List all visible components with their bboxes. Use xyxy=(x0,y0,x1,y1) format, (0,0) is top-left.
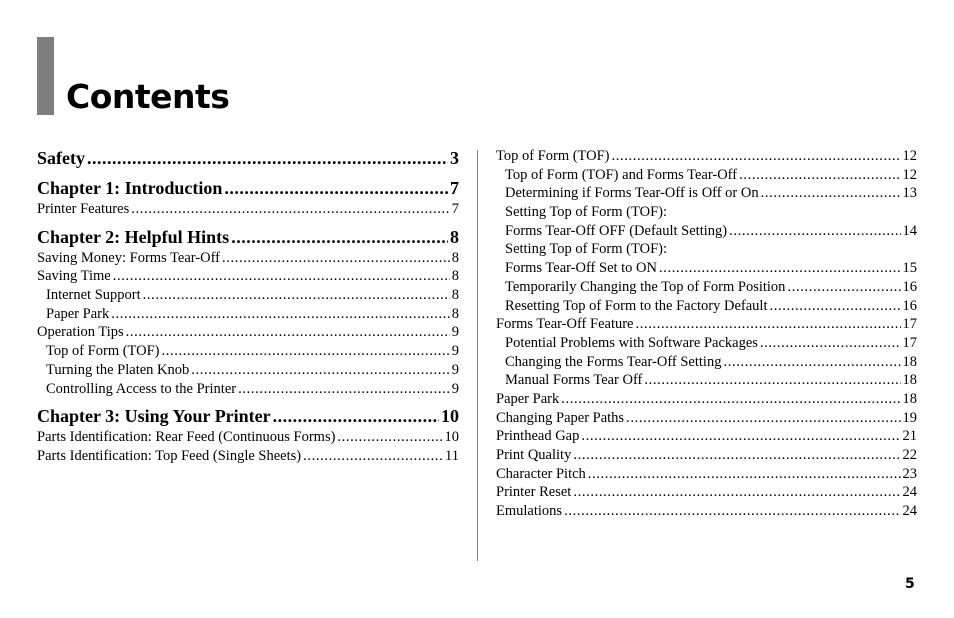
toc-page-number: 8 xyxy=(451,249,459,266)
toc-entry[interactable] xyxy=(496,427,917,446)
dot-leader xyxy=(191,361,449,380)
toc-entry[interactable] xyxy=(496,483,917,502)
toc-entry[interactable] xyxy=(37,305,459,324)
toc-entry[interactable] xyxy=(496,409,917,428)
toc-entry-title: Forms Tear-Off Set to ON xyxy=(505,260,658,277)
toc-page-number: 18 xyxy=(902,353,917,370)
toc-entry[interactable] xyxy=(496,334,917,353)
toc-entry[interactable] xyxy=(496,166,917,185)
toc-entry-title: Paper Park xyxy=(46,305,110,322)
toc-page-number: 24 xyxy=(902,484,917,501)
page-title: Contents xyxy=(66,77,230,116)
toc-entry[interactable] xyxy=(37,380,459,399)
toc-entry-title: Setting Top of Form (TOF): xyxy=(505,204,667,221)
toc-entry[interactable] xyxy=(496,259,917,278)
toc-page-number: 21 xyxy=(902,428,917,445)
toc-page-number: 8 xyxy=(451,287,459,304)
toc-chapter-heading[interactable] xyxy=(37,146,459,170)
toc-page-number: 17 xyxy=(902,334,917,351)
toc-right-column xyxy=(496,147,917,521)
toc-entry-title: Controlling Access to the Printer xyxy=(46,380,237,397)
toc-entry-title: Printer Features xyxy=(37,201,130,217)
toc-entry-title: Printhead Gap xyxy=(496,428,580,445)
toc-entry-title: Chapter 3: Using Your Printer xyxy=(37,406,271,427)
toc-entry[interactable] xyxy=(496,203,917,222)
toc-entry-title: Emulations xyxy=(496,503,563,520)
dot-leader xyxy=(760,334,901,353)
toc-page-number: 10 xyxy=(441,406,459,427)
dot-leader xyxy=(770,297,901,316)
toc-entry-title: Character Pitch xyxy=(496,465,586,482)
toc-entry-title: Printer Reset xyxy=(496,484,572,501)
toc-page-number: 8 xyxy=(451,268,459,285)
dot-leader xyxy=(222,249,450,268)
toc-entry-title: Determining if Forms Tear-Off is Off or On xyxy=(505,185,759,202)
toc-entry[interactable] xyxy=(496,446,917,465)
toc-page-number: 9 xyxy=(451,324,459,341)
dot-leader xyxy=(659,259,900,278)
toc-entry[interactable] xyxy=(37,361,459,380)
toc-entry[interactable] xyxy=(37,200,459,219)
toc-page-number: 10 xyxy=(444,429,459,446)
toc-page-number: 7 xyxy=(451,201,459,217)
toc-entry-title: Forms Tear-Off Feature xyxy=(496,316,634,333)
dot-leader xyxy=(273,404,439,428)
dot-leader xyxy=(113,267,450,286)
toc-entry-title: Top of Form (TOF) xyxy=(496,148,610,164)
dot-leader xyxy=(238,380,450,399)
toc-entry-title: Chapter 1: Introduction xyxy=(37,178,223,198)
dot-leader xyxy=(87,146,448,170)
toc-entry-title: Saving Money: Forms Tear-Off xyxy=(37,249,221,266)
toc-entry[interactable] xyxy=(496,390,917,409)
toc-entry-title: Print Quality xyxy=(496,447,572,463)
dot-leader xyxy=(126,323,450,342)
toc-entry[interactable] xyxy=(496,465,917,484)
title-accent-bar xyxy=(37,37,54,115)
toc-entry[interactable] xyxy=(496,371,917,390)
toc-page-number: 9 xyxy=(451,361,459,378)
toc-page-number: 18 xyxy=(902,372,917,389)
dot-leader xyxy=(111,305,450,324)
dot-leader xyxy=(131,200,450,219)
toc-page-number: 19 xyxy=(902,409,917,426)
dot-leader xyxy=(337,428,442,447)
toc-page-number: 15 xyxy=(902,260,917,277)
toc-page-number: 8 xyxy=(451,305,459,322)
toc-entry[interactable] xyxy=(37,342,459,361)
toc-entry-title: Operation Tips xyxy=(37,324,124,341)
toc-entry[interactable] xyxy=(496,502,917,521)
toc-entry[interactable] xyxy=(496,297,917,316)
dot-leader xyxy=(561,390,900,409)
toc-entry[interactable] xyxy=(37,249,459,268)
toc-entry[interactable] xyxy=(37,286,459,305)
toc-entry-title: Paper Park xyxy=(496,390,560,407)
dot-leader xyxy=(635,315,900,334)
toc-entry-title: Saving Time xyxy=(37,268,111,285)
toc-entry-title: Changing Paper Paths xyxy=(496,409,625,426)
toc-entry-title: Parts Identification: Rear Feed (Continuous Forms) xyxy=(37,429,336,446)
toc-entry[interactable] xyxy=(496,184,917,203)
toc-page-number: 9 xyxy=(451,380,459,397)
dot-leader xyxy=(588,465,901,484)
page-number: 5 xyxy=(905,576,915,592)
dot-leader xyxy=(573,446,900,465)
toc-entry-title: Top of Form (TOF) xyxy=(46,343,160,360)
toc-entry[interactable] xyxy=(37,447,459,466)
toc-entry-title: Resetting Top of Form to the Factory Default xyxy=(505,297,768,314)
toc-entry-title: Setting Top of Form (TOF): xyxy=(505,241,667,258)
toc-left-column xyxy=(37,146,459,466)
toc-page-number: 24 xyxy=(902,503,917,520)
dot-leader xyxy=(739,166,900,185)
toc-entry[interactable] xyxy=(496,222,917,241)
column-divider xyxy=(477,150,478,561)
toc-page-number: 22 xyxy=(902,447,917,463)
toc-page-number: 11 xyxy=(445,447,459,464)
toc-page-number: 16 xyxy=(902,297,917,314)
toc-page-number: 18 xyxy=(902,390,917,407)
dot-leader xyxy=(787,278,900,297)
toc-entry-title: Changing the Forms Tear-Off Setting xyxy=(505,353,722,370)
dot-leader xyxy=(573,483,900,502)
toc-entry-title: Manual Forms Tear Off xyxy=(505,372,643,389)
toc-entry-title: Chapter 2: Helpful Hints xyxy=(37,226,230,247)
dot-leader xyxy=(224,176,448,200)
toc-entry-title: Temporarily Changing the Top of Form Position xyxy=(505,278,786,295)
toc-entry-title: Internet Support xyxy=(46,287,141,304)
toc-entry[interactable] xyxy=(37,428,459,447)
toc-page-number: 3 xyxy=(450,148,459,168)
dot-leader xyxy=(612,147,901,166)
toc-entry-title: Forms Tear-Off OFF (Default Setting) xyxy=(505,222,728,239)
toc-page-number: 8 xyxy=(450,226,459,247)
toc-entry[interactable] xyxy=(496,353,917,372)
dot-leader xyxy=(143,286,450,305)
toc-entry[interactable] xyxy=(496,278,917,297)
toc-entry-title: Potential Problems with Software Packages xyxy=(505,334,758,351)
toc-entry-title: Parts Identification: Top Feed (Single Sheets) xyxy=(37,447,302,464)
toc-entry[interactable] xyxy=(496,147,917,166)
toc-page-number: 12 xyxy=(902,166,917,183)
toc-entry[interactable] xyxy=(37,323,459,342)
toc-page-number: 23 xyxy=(902,465,917,482)
dot-leader xyxy=(581,427,900,446)
dot-leader xyxy=(729,222,900,241)
toc-page-number: 14 xyxy=(902,222,917,239)
toc-page-number: 9 xyxy=(451,343,459,360)
toc-entry-title: Top of Form (TOF) and Forms Tear-Off xyxy=(505,166,738,183)
toc-chapter-heading[interactable] xyxy=(37,176,459,200)
dot-leader xyxy=(626,409,900,428)
toc-page-number: 16 xyxy=(902,278,917,295)
dot-leader xyxy=(723,353,900,372)
dot-leader xyxy=(162,342,450,361)
toc-page-number: 13 xyxy=(902,185,917,202)
dot-leader xyxy=(303,447,443,466)
toc-chapter-heading[interactable] xyxy=(37,404,459,428)
toc-entry[interactable] xyxy=(37,267,459,286)
toc-page-number: 12 xyxy=(902,148,917,164)
toc-page-number: 7 xyxy=(450,178,459,198)
dot-leader xyxy=(644,371,900,390)
toc-entry[interactable] xyxy=(496,240,917,259)
dot-leader xyxy=(564,502,900,521)
toc-page-number: 17 xyxy=(902,316,917,333)
toc-entry-title: Safety xyxy=(37,148,85,168)
dot-leader xyxy=(761,184,901,203)
toc-entry[interactable] xyxy=(496,315,917,334)
dot-leader xyxy=(231,225,448,249)
toc-entry-title: Turning the Platen Knob xyxy=(46,361,190,378)
toc-chapter-heading[interactable] xyxy=(37,225,459,249)
